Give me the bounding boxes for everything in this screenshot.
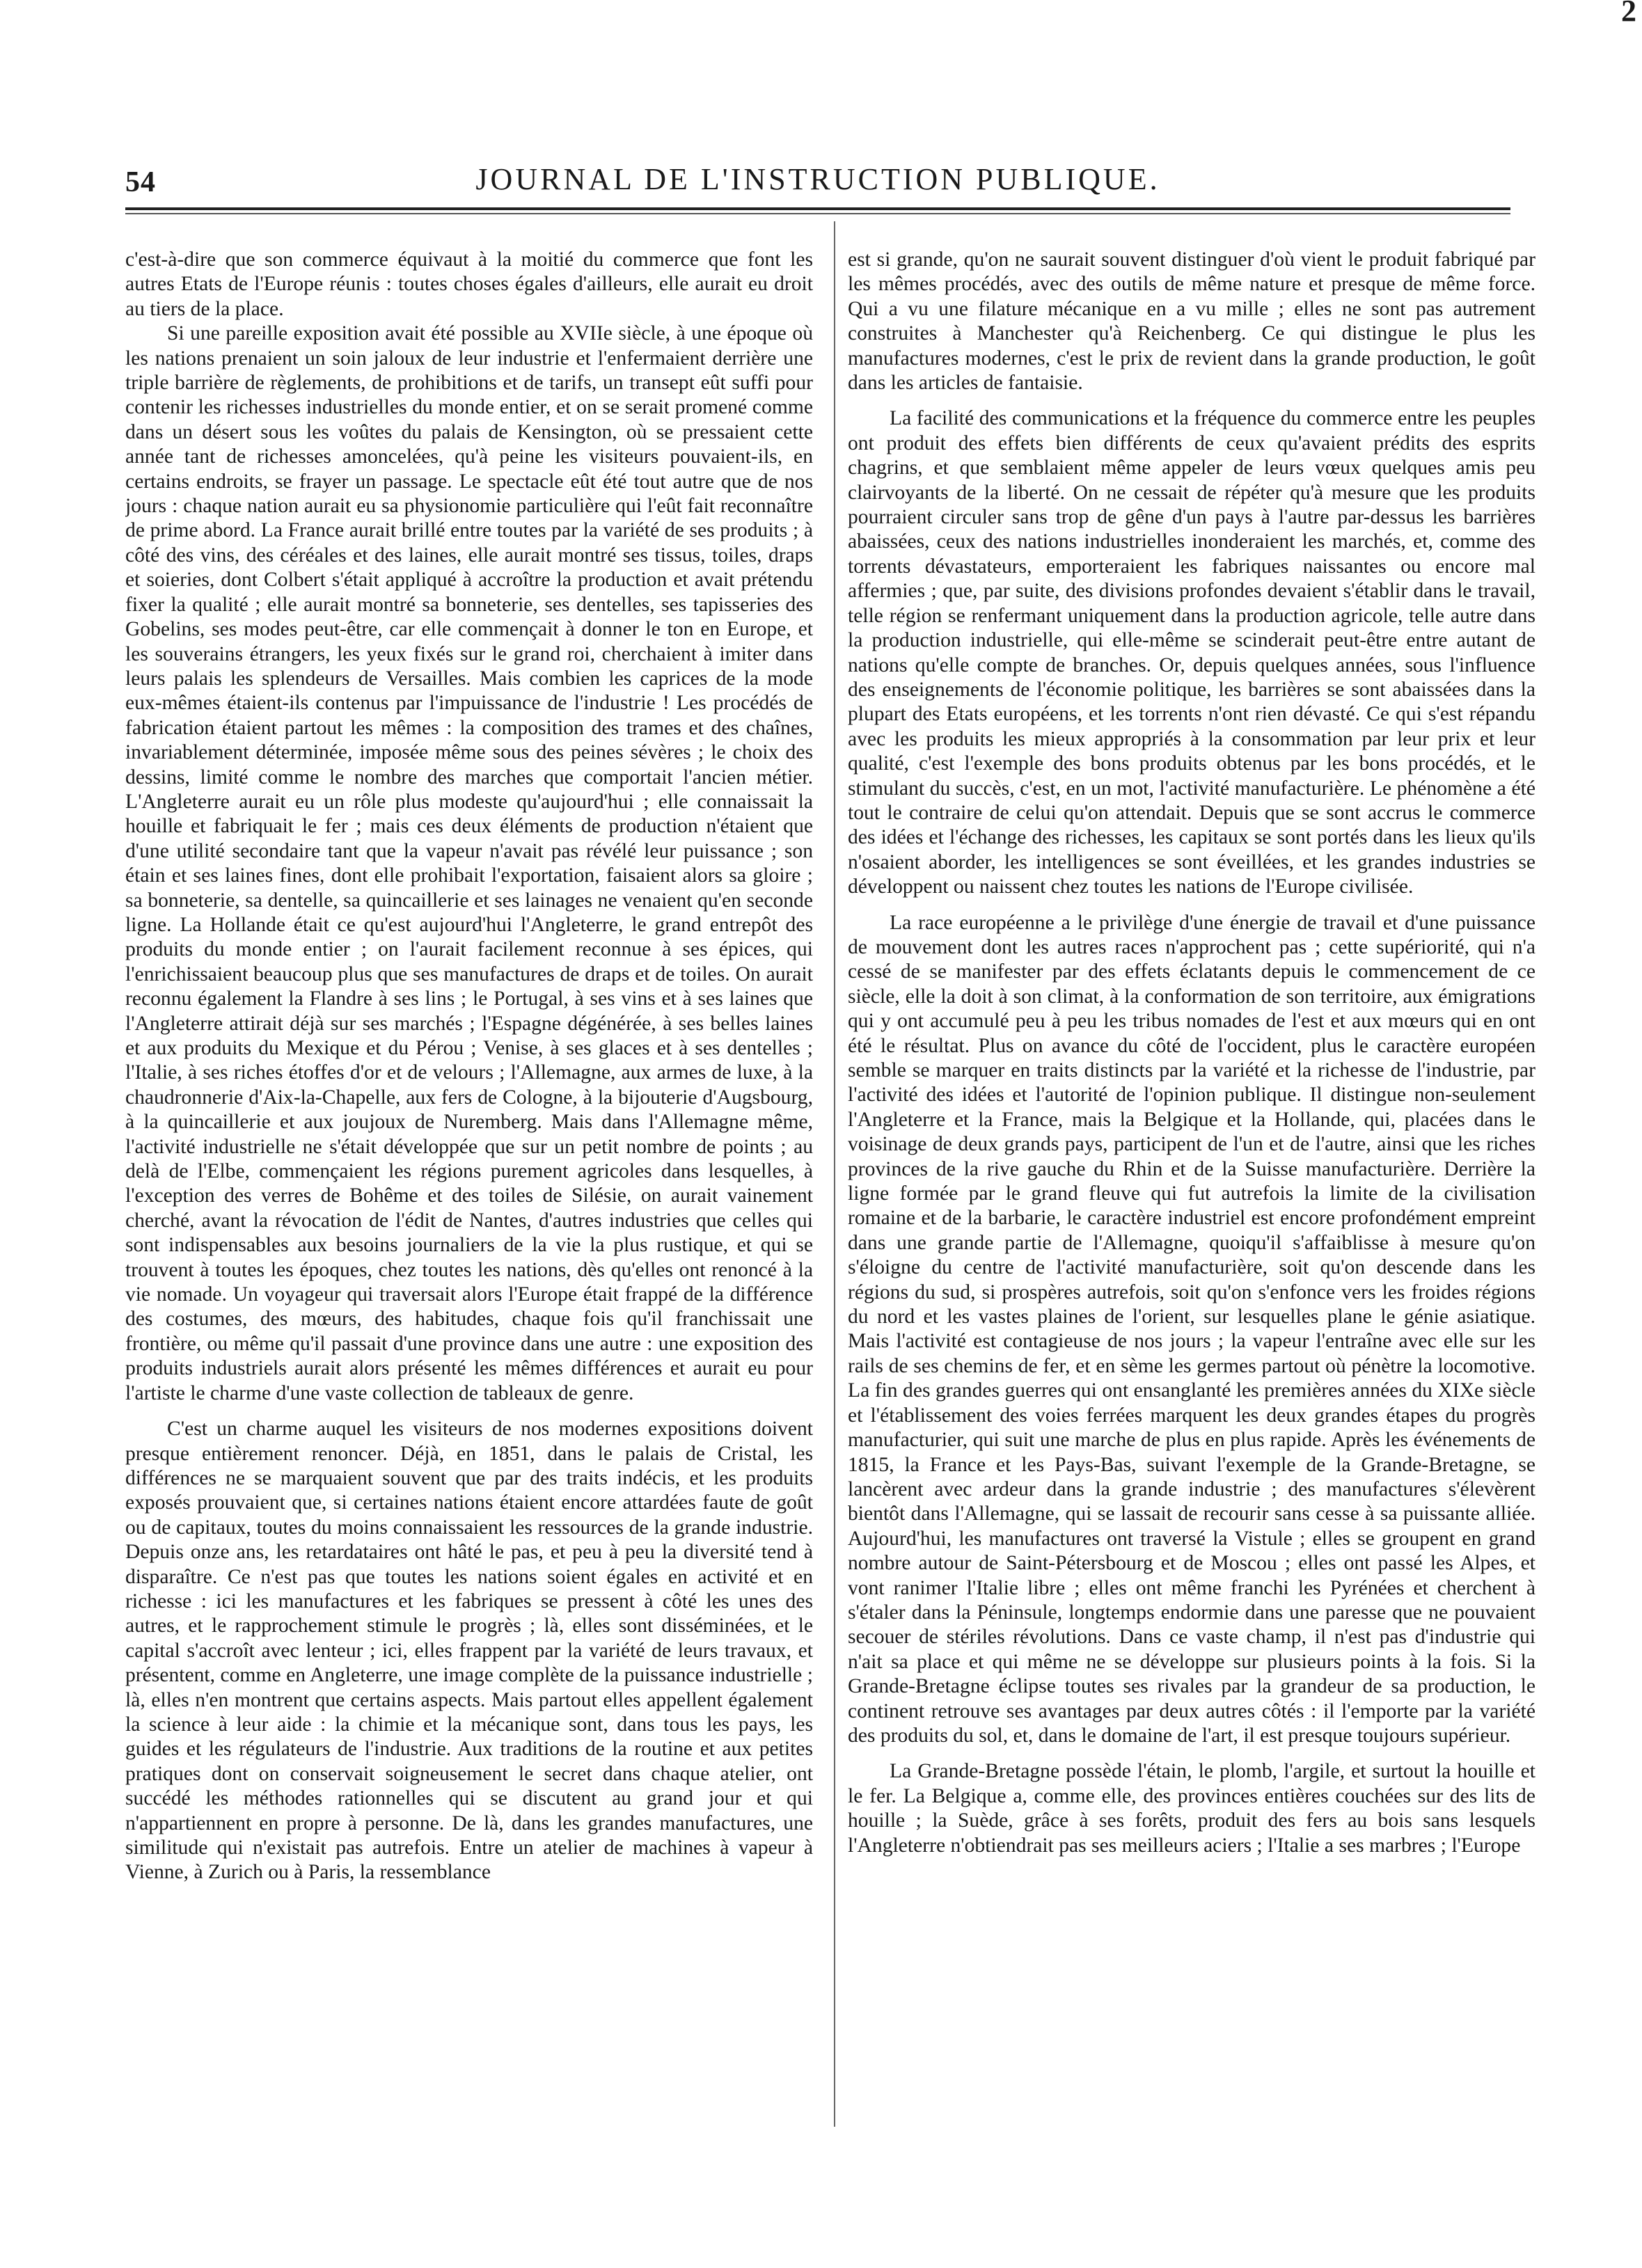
- journal-title: JOURNAL DE L'INSTRUCTION PUBLIQUE.: [475, 162, 1160, 196]
- paragraph: C'est un charme auquel les visiteurs de nos modernes expositions doivent presque entièrement renoncer. Déjà, en 1851, dans le palais de Cristal, les différences ne se marquaient souvent que par des traits indécis, et les produits exposés prouvaient que, si certaines nations étaient encore attardées faute de goût ou de capitaux, toutes du moins connaissaient les ressources de la grande industrie. Depuis onze ans, les retardataires ont hâté le pas, et peu à peu la diversité tend à disparaître. Ce n'est pas que toutes les nations soient égales en activité et en richesse : ici les manufactures et les fabriques se pressent à côté les unes des autres, et le rapprochement stimule le progrès ; là, elles sont disséminées, et le capital s'accroît avec lenteur ; ici, elles frappent par la variété de leurs travaux, et présentent, comme en Angleterre, une image complète de la puissance industrielle ; là, elles n'en montrent que certains aspects. Mais partout elles appellent également la science à leur aide : la chimie et la mécanique sont, dans tous les pays, les guides et les régulateurs de l'industrie. Aux traditions de la routine et aux petites pratiques dont on conservait soigneusement le secret dans chaque atelier, ont succédé les méthodes rationnelles qui se discutent au grand jour et qui n'appartiennent en propre à personne. De là, dans les grandes manufactures, une similitude qui n'existait pas autrefois. Entre un atelier de machines à vapeur à Vienne, à Zurich ou à Paris, la ressemblance: [125, 1418, 813, 1884]
- column-divider: [834, 221, 835, 2127]
- paragraph: La facilité des communications et la fréquence du commerce entre les peuples ont produit des effets bien différents de ceux qu'avaient prédits des esprits chagrins, et que semblaient même appeler de leurs vœux quelques amis peu clairvoyants de la liberté. On ne cessait de répéter qu'à mesure que les produits pourraient circuler sans trop de gêne d'un pays à l'autre par-dessus les barrières abaissées, ceux des nations industrielles inonderaient les marchés, et, comme des torrents dévastateurs, emporteraient les fabriques naissantes ou encore mal affermies ; que, par suite, des divisions profondes devaient s'établir dans le travail, telle région se renfermant uniquement dans la production agricole, telle autre dans la production industrielle, qui elle-même se scinderait peut-être entre autant de nations qu'elle compte de branches. Or, depuis quelques années, sous l'influence des enseignements de l'économie politique, les barrières se sont abaissées dans la plupart des Etats européens, et les torrents n'ont rien dévasté. Ce qui s'est répandu avec les produits les mieux appropriés à la consommation par leur prix et leur qualité, c'est l'exemple des bons produits obtenus par les bons procédés, et le stimulant du succès, c'est, en un mot, l'activité manufacturière. Le phénomène a été tout le contraire de celui qu'on attendait. Depuis que se sont accrus le commerce des idées et l'échange des richesses, les capitaux se sont portés dans les lieux qu'ils n'osaient aborder, les intelligences se sont éveillées, et les grandes industries se développent ou naissent chez toutes les nations de l'Europe civilisée.: [848, 407, 1536, 898]
- corner-mark: 2: [1621, 0, 1636, 28]
- left-column: [125, 248, 813, 2127]
- page-header: [125, 160, 1510, 209]
- paragraph: Si une pareille exposition avait été possible au XVIIe siècle, à une époque où les nations prenaient un soin jaloux de leur industrie et l'enfermaient derrière une triple barrière de règlements, de prohibitions et de tarifs, un transept eût suffi pour contenir les richesses industrielles du monde entier, et on se serait promené comme dans un désert sous les voûtes du palais de Kensington, où se pressaient cette année tant de richesses amoncelées, qu'à peine les visiteurs pouvaient-ils, en certains endroits, se frayer un passage. Le spectacle eût été tout autre que de nos jours : chaque nation aurait eu sa physionomie particulière qui l'eût fait reconnaître de prime abord. La France aurait brillé entre toutes par la variété de ses produits ; à côté des vins, des céréales et des laines, elle aurait montré ses tissus, toiles, draps et soieries, dont Colbert s'était appliqué à accroître la production et avait prétendu fixer la qualité ; elle aurait montré sa bonneterie, ses dentelles, ses tapisseries des Gobelins, ses modes peut-être, car elle commençait à donner le ton en Europe, et les souverains étrangers, les yeux fixés sur le grand roi, cherchaient à imiter dans leurs palais les splendeurs de Versailles. Mais combien les caprices de la mode eux-mêmes étaient-ils contenus par l'impuissance de l'industrie ! Les procédés de fabrication étaient partout les mêmes : la composition des trames et des chaînes, invariablement déterminée, imposée même sous des peines sévères ; le choix des dessins, limité comme le nombre des marches que comportait l'ancien métier. L'Angleterre aurait eu un rôle plus modeste qu'aujourd'hui ; elle connaissait la houille et fabriquait le fer ; mais ces deux éléments de production n'étaient que d'une utilité secondaire tant que la vapeur n'avait pas révélé leur puissance ; son étain et ses laines fines, dont elle prohibait l'exportation, faisaient alors sa gloire ; sa bonneterie, sa dentelle, sa quincaillerie et ses lainages ne venaient qu'en seconde ligne. La Hollande était ce qu'est aujourd'hui l'Angleterre, le grand entrepôt des produits du monde entier ; on l'aurait facilement reconnue à ses épices, qui l'enrichissaient beaucoup plus que ses manufactures de draps et de toiles. On aurait reconnu également la Flandre à ses lins ; le Portugal, à ses vins et à ses laines que l'Angleterre attirait déjà sur ses marchés ; l'Espagne dégénérée, à ses belles laines et aux produits du Mexique et du Pérou ; Venise, à ses glaces et à ses dentelles ; l'Italie, à ses riches étoffes d'or et de velours ; l'Allemagne, aux armes de luxe, à la chaudronnerie d'Aix-la-Chapelle, aux fers de Cologne, à la bijouterie d'Augsbourg, à la quincaillerie et aux joujoux de Nuremberg. Mais dans l'Allemagne même, l'activité industrielle ne s'était développée que sur un petit nombre de points ; au delà de l'Elbe, commençaient les régions purement agricoles dans lesquelles, à l'exception des verres de Bohême et des toiles de Silésie, on aurait vainement cherché, avant la révocation de l'édit de Nantes, d'autres industries que celles qui sont indispensables aux besoins journaliers de la vie la plus rustique, et qui se trouvent à toutes les époques, chez toutes les nations, dès qu'elles ont renoncé à la vie nomade. Un voyageur qui traversait alors l'Europe était frappé de la différence des costumes, des mœurs, des habitudes, chaque fois qu'il franchissait une frontière, ou même qu'il passait d'une province dans une autre : une exposition des produits industriels aurait alors présenté les mêmes différences et aurait eu pour l'artiste le charme d'une vaste collection de tableaux de genre.: [125, 322, 813, 1404]
- paragraph: La race européenne a le privilège d'une énergie de travail et d'une puissance de mouvement dont les autres races n'approchent pas ; cette supériorité, qui n'a cessé de se manifester par des effets éclatants depuis le commencement de ce siècle, elle la doit à son climat, à la conformation de son territoire, aux émigrations qui y ont accumulé peu à peu les tribus nomades de l'est et aux mœurs qui en ont été le résultat. Plus on avance du côté de l'occident, plus le caractère européen semble se marquer en traits distincts par la variété et la richesse de l'industrie, par l'activité des idées et l'autorité de l'opinion publique. Il distingue non-seulement l'Angleterre et la France, mais la Belgique et la Hollande, qui, placées dans le voisinage de deux grands pays, participent de l'un et de l'autre, ainsi que les riches provinces de la rive gauche du Rhin et de la Suisse manufacturière. Derrière la ligne formée par le grand fleuve qui fut autrefois la limite de la civilisation romaine et de la barbarie, le caractère industriel est encore profondément empreint dans une grande partie de l'Allemagne, quoiqu'il s'affaiblisse à mesure qu'on s'éloigne du centre de l'activité manufacturière, soit qu'on descende dans les régions du sud, si prospères autrefois, soit qu'on s'enfonce vers les froides régions du nord et les vastes plaines de l'orient, sur lesquelles plane le génie asiatique. Mais l'activité est contagieuse de nos jours ; la vapeur l'entraîne avec elle sur les rails de ses chemins de fer, et en sème les germes partout où pénètre la locomotive. La fin des grandes guerres qui ont ensanglanté les premières années du XIXe siècle et l'établissement des voies ferrées marquent les deux grandes étapes du progrès manufacturier, qui suit une marche de plus en plus rapide. Après les événements de 1815, la France et les Pays-Bas, suivant l'exemple de la Grande-Bretagne, se lancèrent avec ardeur dans la grande industrie ; des manufactures s'élevèrent bientôt dans l'Allemagne, qui se lassait de recourir sans cesse à sa puissante alliée. Aujourd'hui, les manufactures ont traversé la Vistule ; elles se groupent en grand nombre autour de Saint-Pétersbourg et de Moscou ; elles ont passé les Alpes, et vont ranimer l'Italie libre ; elles ont même franchi les Pyrénées et cherchent à s'étaler dans la Péninsule, longtemps endormie dans une paresse que ne pouvaient secouer de stériles révolutions. Dans ce vaste champ, il n'est pas d'industrie qui n'ait sa place et qui même ne se développe sur plusieurs points à la fois. Si la Grande-Bretagne éclipse toutes ses rivales par la grandeur de sa production, le continent retrouve ses avantages par deux autres côtés : il l'emporte par la variété des produits du sol, et, dans le domaine de l'art, il est presque toujours supérieur.: [848, 911, 1536, 1747]
- right-column: [848, 248, 1536, 2127]
- paragraph: La Grande-Bretagne possède l'étain, le plomb, l'argile, et surtout la houille et le fer. La Belgique a, comme elle, des provinces entières couchées sur des lits de houille ; la Suède, grâce à ses forêts, produit des fers au bois sans lesquels l'Angleterre n'obtiendrait pas ses meilleurs aciers ; l'Italie a ses marbres ; l'Europe: [848, 1760, 1536, 1857]
- paragraph: est si grande, qu'on ne saurait souvent distinguer d'où vient le produit fabriqué par les mêmes procédés, avec des outils de même nature et presque de même force. Qui a vu une filature mécanique en a vu mille ; elles ne sont pas autrement construites à Manchester qu'à Reichenberg. Ce qui distingue le plus les manufactures modernes, c'est le prix de revient dans la grande production, le goût dans les articles de fantaisie.: [848, 248, 1536, 395]
- header-rule-thick: [125, 207, 1510, 210]
- paragraph: c'est-à-dire que son commerce équivaut à la moitié du commerce que font les autres Etats de l'Europe réunis : toutes choses égales d'ailleurs, elle aurait eu droit au tiers de la place.: [125, 248, 813, 320]
- page-number: 54: [125, 166, 156, 198]
- header-rule-thin: [125, 213, 1510, 214]
